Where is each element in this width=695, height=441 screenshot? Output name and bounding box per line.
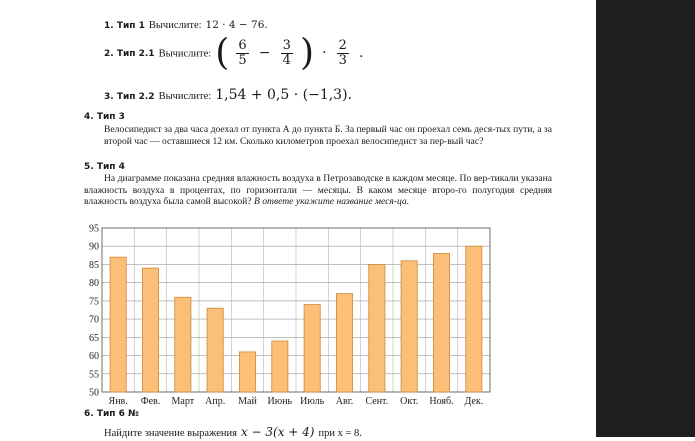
y-tick-label-80: 80 [89,278,99,290]
bar-Май [239,352,255,392]
y-tick-label-55: 55 [89,369,99,381]
x-tick-label-0: Янв. [108,396,128,407]
close-paren: ) [299,32,314,73]
x-tick-label-1: Фев. [140,396,161,407]
fraction-2 [281,39,293,68]
y-tick-label-70: 70 [89,314,99,326]
task-5-label: 5. Тип 4 [84,162,125,172]
x-tick-label-11: Дек. [464,396,484,407]
bar-Март [175,297,191,392]
x-tick-label-8: Сент. [365,396,389,407]
bar-Дек. [466,246,482,392]
bar-Окт. [401,261,417,392]
task-6-text-after: при x = 8. [318,428,362,439]
task-6-body [104,423,362,441]
y-tick-label-95: 95 [89,223,99,235]
x-tick-label-9: Окт. [400,396,419,407]
bar-Сент. [369,264,385,392]
task-2-label: 2. Тип 2.1 [104,48,155,59]
period: . [359,45,364,61]
task-5-body [84,173,552,208]
multiply-sign: · [322,45,327,61]
task-1-expression: 12 · 4 − 76. [205,19,268,31]
bar-Янв. [110,257,126,392]
fraction-1-numerator: 6 [238,37,247,53]
open-paren: ( [215,32,230,73]
task-3-text: Вычислите: [158,91,212,102]
dark-side-panel [596,0,695,437]
task-2-expression [215,32,366,73]
fraction-2-denominator: 4 [282,52,291,68]
bar-Фев. [142,268,158,392]
fraction-3-numerator: 2 [338,37,347,53]
x-tick-label-3: Апр. [205,396,226,407]
x-tick-label-5: Июнь [267,396,293,407]
task-4-body: Велосипедист за два часа доехал от пункта А до пункта Б. За первый час он проехал семь деся-тых пути, а за второй час — оставшиеся 12 км. Сколько километров проехал велосипедист за пер-вый час? [104,124,552,147]
fraction-1 [236,39,248,68]
x-tick-label-10: Нояб. [429,396,454,407]
task-4-label: 4. Тип 3 [84,112,125,122]
fraction-1-denominator: 5 [238,52,247,68]
task-3-label: 3. Тип 2.2 [104,92,155,102]
task-2 [104,32,366,79]
bar-Авг. [336,294,352,392]
minus-sign: − [258,45,271,61]
task-3-expression: 1,54 + 0,5 · (−1,3). [215,87,353,103]
x-tick-label-4: Май [238,396,257,407]
fraction-2-numerator: 3 [282,37,291,53]
task-6-expression: x − 3(x + 4) [240,425,315,439]
bar-Июль [304,305,320,392]
task-3 [104,86,352,104]
y-tick-label-85: 85 [89,259,99,271]
x-tick-label-6: Июль [300,396,325,407]
task-5-text: На диаграмме показана средняя влажность воздуха в Петрозаводске в каждом месяце. По вер-тикали указана влажность воздуха в процентах, по горизонтали — месяцы. В каком месяце второ-го полугодия средняя влажность воздуха была самой высокой? [84,173,552,208]
fraction-3-denominator: 3 [338,52,347,68]
task-6-label: 6. Тип 6 № [84,409,139,419]
task-5-hint: В ответе укажите название меся-ца. [253,196,410,208]
bar-Апр. [207,308,223,392]
y-tick-label-60: 60 [89,351,99,363]
task-1-text: Вычислите: [148,20,202,31]
humidity-bar-chart [84,222,494,408]
x-tick-label-2: Март [171,396,195,407]
fraction-3 [337,39,349,68]
bar-Нояб. [433,254,449,392]
task-6-text-before: Найдите значение выражения [104,428,237,439]
task-1-label: 1. Тип 1 [104,21,145,31]
task-2-text: Вычислите: [158,48,212,60]
bar-Июнь [272,341,288,392]
task-1 [104,15,268,33]
y-tick-label-50: 50 [89,387,99,399]
y-tick-label-75: 75 [89,296,99,308]
y-tick-label-90: 90 [89,241,99,253]
x-tick-label-7: Авг. [335,396,354,407]
y-tick-label-65: 65 [89,332,99,344]
